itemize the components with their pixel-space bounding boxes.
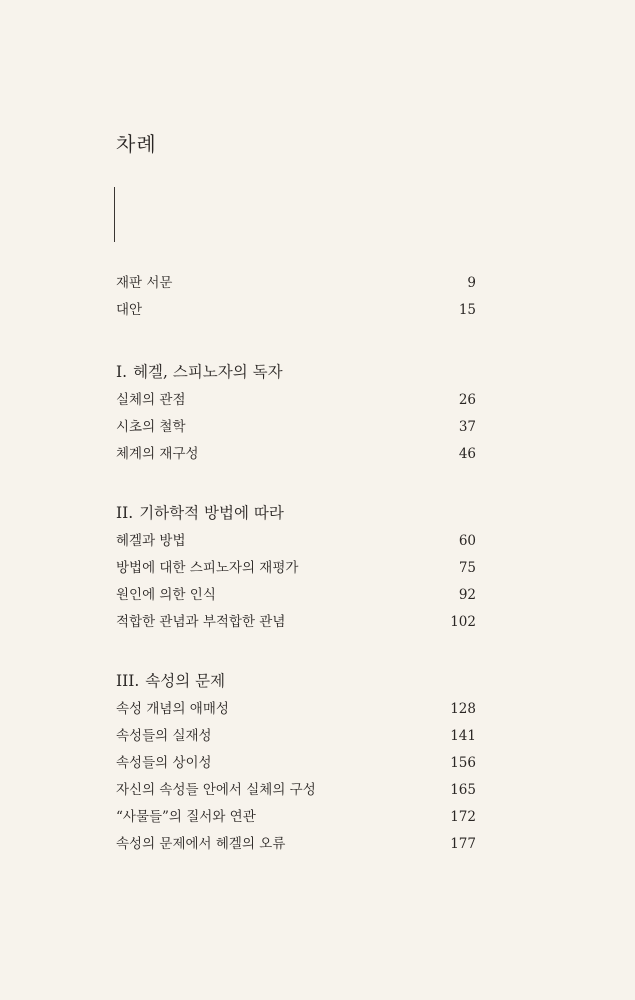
- toc-entry: [116, 831, 476, 858]
- entry-title: “사물들”의 질서와 연관: [116, 809, 256, 825]
- section-heading: [116, 666, 476, 696]
- toc-entry: [116, 441, 476, 468]
- toc-entry: [116, 750, 476, 777]
- front-matter: [116, 270, 476, 324]
- entry-title: 실체의 관점: [116, 392, 186, 408]
- toc-entry: [116, 528, 476, 555]
- entry-page: 92: [458, 587, 476, 603]
- entry-page: 156: [450, 755, 476, 771]
- entry-page: 26: [458, 392, 476, 408]
- section-title: 헤겔, 스피노자의 독자: [133, 363, 283, 381]
- vertical-rule: [114, 187, 115, 242]
- section-3: [116, 666, 476, 858]
- entry-page: 102: [450, 614, 476, 630]
- entry-page: 75: [458, 560, 476, 576]
- toc-entries: [116, 270, 476, 888]
- entry-page: 60: [458, 533, 476, 549]
- entry-title: 원인에 의한 인식: [116, 587, 216, 603]
- entry-title: 재판 서문: [116, 275, 173, 291]
- entry-title: 속성의 문제에서 헤겔의 오류: [116, 836, 286, 852]
- toc-entry: [116, 387, 476, 414]
- toc-entry: [116, 696, 476, 723]
- section-1: [116, 357, 476, 468]
- entry-title: 자신의 속성들 안에서 실체의 구성: [116, 782, 316, 798]
- section-heading: [116, 498, 476, 528]
- entry-page: 9: [467, 275, 476, 291]
- entry-page: 177: [450, 836, 476, 852]
- entry-title: 헤겔과 방법: [116, 533, 186, 549]
- section-number: I.: [116, 363, 128, 381]
- section-title: 기하학적 방법에 따라: [139, 504, 284, 522]
- toc-entry: [116, 414, 476, 441]
- entry-page: 141: [450, 728, 476, 744]
- entry-title: 대안: [116, 302, 143, 318]
- entry-title: 시초의 철학: [116, 419, 186, 435]
- toc-entry: [116, 555, 476, 582]
- entry-title: 속성들의 상이성: [116, 755, 212, 771]
- entry-page: 46: [458, 446, 476, 462]
- toc-entry: [116, 297, 476, 324]
- toc-entry: [116, 270, 476, 297]
- entry-page: 15: [458, 302, 476, 318]
- section-number: III.: [116, 672, 140, 690]
- section-title: 속성의 문제: [145, 672, 226, 690]
- section-heading: [116, 357, 476, 387]
- entry-page: 37: [458, 419, 476, 435]
- entry-page: 128: [450, 701, 476, 717]
- toc-entry: [116, 609, 476, 636]
- toc-entry: [116, 804, 476, 831]
- entry-title: 체계의 재구성: [116, 446, 199, 462]
- entry-title: 속성 개념의 애매성: [116, 701, 229, 717]
- toc-entry: [116, 582, 476, 609]
- toc-entry: [116, 777, 476, 804]
- toc-entry: [116, 723, 476, 750]
- section-2: [116, 498, 476, 636]
- entry-page: 172: [450, 809, 476, 825]
- entry-title: 적합한 관념과 부적합한 관념: [116, 614, 286, 630]
- entry-page: 165: [450, 782, 476, 798]
- entry-title: 속성들의 실재성: [116, 728, 212, 744]
- toc-title: 차례: [116, 132, 157, 156]
- entry-title: 방법에 대한 스피노자의 재평가: [116, 560, 299, 576]
- section-number: II.: [116, 504, 134, 522]
